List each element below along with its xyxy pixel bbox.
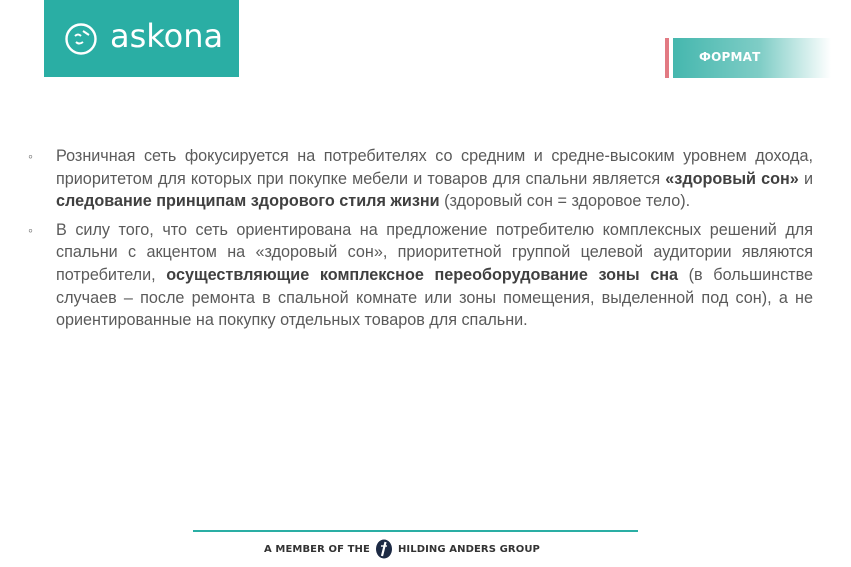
askona-face-icon: [64, 22, 98, 56]
section-tag-accent: [665, 38, 669, 78]
footer-divider: [193, 530, 638, 532]
hilding-anders-logo-icon: [375, 539, 393, 559]
bullet-text: В силу того, что сеть ориентирована на предложение потребителю комплексных решений для спальни с акцентом на «здоровый сон», приоритетной группой целевой аудитории являются потребители, осуществляющие комплексное переоборудование зоны сна (в большинстве случаев – после ремонта в спальной комнате или зоны помещения, выделенной под сон), а не ориентированные на покупку отдельных товаров для спальни.: [56, 220, 813, 330]
bullet-text: Розничная сеть фокусируется на потребителях со средним и средне-высоким уровнем дохода, приоритетом для которых при покупке мебели и товаров для спальни является «здоровый сон» и следование принципам здорового стиля жизни (здоровый сон = здоровое тело).: [56, 147, 814, 211]
bullet-marker-icon: ◦: [28, 221, 33, 238]
footer-right-text: HILDING ANDERS GROUP: [397, 543, 540, 555]
section-tag-label: ФОРМАТ: [699, 50, 761, 64]
logo-wordmark: askona: [110, 17, 224, 55]
main-content: [28, 145, 813, 338]
bullet-marker-icon: ◦: [28, 148, 33, 164]
bullet-item: [28, 219, 813, 332]
askona-logo: [44, 0, 239, 77]
footer-membership: [264, 539, 540, 559]
footer-left-text: A MEMBER OF THE: [264, 543, 370, 555]
section-tag: [673, 38, 831, 78]
bullet-item: [28, 145, 813, 213]
